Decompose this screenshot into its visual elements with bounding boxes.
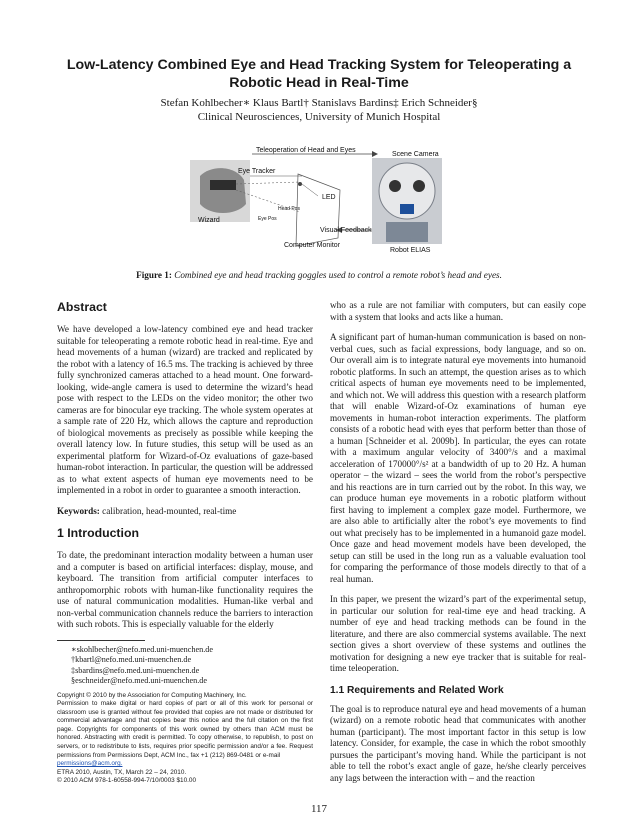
right-paragraph-3: In this paper, we present the wizard’s part of the experimental setup, in particular our solution for real-time eye and head tracking. A number of eye and head tracking methods can be found in the literature, and there are also commercial systems available. The next section gives a short overview of these systems and outlines the motivation for designing a new eye tracker that is suitable for real-time teleoperation. (330, 594, 586, 673)
scene-camera-label: Scene Camera (392, 151, 439, 158)
intro-heading: 1 Introduction (57, 526, 139, 540)
intro-text: To date, the predominant interaction modality between a human user and a computer is based on artificial interfaces: display, mouse, and keyboard. The transition from artificial computer interfaces to anthropomorphic robots with human-like functionality requires the use of natural communication modalities. Human-like verbal and non-verbal communication channels reduce the barriers to interaction with such robots. This is especially valuable for the elderly (57, 550, 313, 629)
right-paragraph-4: The goal is to reproduce natural eye and head movements of a human (wizard) on a remote robotic head that communicates with another human (participant). The most important factor in this setup is low latency. Consider, for example, the case in which the robot smoothly pursues the participant’s moving hand. While the participant is not able to tell the robot’s exact angle of gaze, he/she clearly perceives any lags between the interaction with – and the reaction (330, 703, 586, 783)
paper-title: Low-Latency Combined Eye and Head Tracking System for Teleoperating a Robotic Head in Real-Time (66, 57, 572, 91)
abstract-heading: Abstract (57, 300, 107, 314)
left-column (57, 300, 313, 786)
permissions-email-link[interactable]: permissions@acm.org. (57, 760, 123, 768)
keywords-text: calibration, head-mounted, real-time (102, 505, 237, 516)
head-pos-label: Head Pos (278, 206, 300, 212)
eye-pos-label: Eye Pos (258, 216, 277, 222)
caption-label: Figure 1: (136, 270, 172, 280)
wizard-label: Wizard (198, 217, 220, 224)
teleop-label: Teleoperation of Head and Eyes (256, 147, 356, 154)
figure-1 (190, 146, 470, 264)
copyright-line: Copyright © 2010 by the Association for Computing Machinery, Inc. (57, 691, 247, 699)
robot-label: Robot ELIAS (390, 247, 431, 254)
footnote-2: †kbartl@nefo.med.uni-muenchen.de (71, 655, 192, 664)
abstract-text: We have developed a low-latency combined eye and head tracker suitable for teleoperating a remote robotic head in real-time. Eye and head movements of a human (wizard) are tracked and replicated by the robot with a latency of 16.5 ms. The tracking is achieved by three fully synchronized cameras attached to a head mount. One forward-looking, wide-angle camera is used to determine the wizard’s head pose with respect to the LEDs on the video monitor; the other two cameras are for binocular eye tracking. The whole system operates at a sample rate of 220 Hz, which allows the capture and reproduction of biological movements as precisely as possible while keeping the overall latency low. In future studies, this setup will be used as an experimental platform for Wizard-of-Oz evaluations of gaze-based human-robot interaction. In particular, the question will be addressed as to what extent aspects of human eye movements need to be implemented in a robot in order to guarantee a smooth interaction. (57, 324, 313, 495)
footnote-4: §eschneider@nefo.med.uni-muenchen.de (71, 676, 207, 685)
led-marker (298, 182, 302, 186)
right-paragraph-2: A significant part of human-human communication is based on non-verbal cues, such as facial expressions, body language, and so on. Our overall aim is to integrate natural eye movements into humanoid robotic platforms. In such an attempt, the question arises as to which critical aspects of human eye movements need to be implemented, and which not. We will address this question with a research platform that will enable Wizard-of-Oz examinations of human eye movements in human-robot interaction experiments. The platform consists of a robotic head with eyes that perform better than those of a human [Schneider et al. 2009b]. In particular, the eyes can rotate with a maximum angular velocity of 3400°/s and a maximal acceleration of 170000°/s² at a bandwidth of up to 20 Hz. A human operator – the wizard – sees the world from the robot’s perspective and his reactions are in turn carried out by the robot. In this way, we can produce human eye movements in a robotic platform without first having to implement a complex gaze model. Furthermore, we are also able to artificially alter the robot’s eye movements to find out what precisely has to be implemented in a humanoid gaze model. Once gaze and head movement models have been developed, the setup can still be used in the long run as a valuable evaluation tool for comparing the performance of those models directly to that of a real human. (330, 332, 586, 584)
conference-line: ETRA 2010, Austin, TX, March 22 – 24, 2010. (57, 768, 187, 776)
footnote-1: ∗skohlbecher@nefo.med.uni-muenchen.de (71, 644, 214, 654)
robot-body (386, 222, 428, 242)
isbn-line: © 2010 ACM 978-1-60558-994-7/10/0003 $10.00 (57, 777, 197, 785)
led-leader-line (302, 184, 318, 196)
robot-left-eye (389, 180, 401, 192)
figure-diagram (190, 146, 470, 264)
footnote-3: ‡sbardins@nefo.med.uni-muenchen.de (71, 665, 200, 675)
right-column (330, 300, 586, 793)
caption-text: Combined eye and head tracking goggles used to control a remote robot’s head and eyes. (174, 270, 502, 280)
robot-scene-camera (400, 204, 414, 214)
eye-tracker-label: Eye Tracker (238, 168, 276, 175)
keywords-label: Keywords: (57, 505, 100, 516)
figure-caption (40, 270, 598, 280)
eye-tracker-goggles (210, 180, 236, 190)
affiliation: Clinical Neurosciences, University of Munich Hospital (197, 111, 441, 123)
right-paragraph-1: who as a rule are not familiar with computers, but can easily cope with a system that looks and acts like a human. (330, 300, 586, 322)
led-label: LED (322, 194, 336, 201)
author-block (40, 96, 598, 124)
page-number: 117 (310, 803, 328, 815)
visual-feedback-label: Visual Feedback (320, 227, 372, 234)
computer-monitor-shape (296, 174, 340, 246)
subsection-heading: 1.1 Requirements and Related Work (330, 684, 504, 696)
author-names: Stefan Kohlbecher∗ Klaus Bartl† Stanislavs Bardins‡ Erich Schneider§ (160, 97, 478, 109)
footnote-rule (57, 640, 145, 641)
robot-right-eye (413, 180, 425, 192)
computer-monitor-label: Computer Monitor (284, 242, 341, 249)
keywords (57, 506, 313, 518)
copyright-permission: Permission to make digital or hard copies of part or all of this work for personal or classroom use is granted without fee provided that copies are not made or distributed for commercial advantage and that copies bear this notice and the full citation on the first page. Copyrights for components of this work owned by others than ACM must be honored. Abstracting with credit is permitted. To copy otherwise, to republish, to post on servers, or to redistribute to lists, requires prior specific permission and/or a fee. Request permissions from Permissions Dept, ACM Inc., fax +1 (212) 869-0481 or e-mail (57, 700, 313, 759)
teleoperation-arrowhead (372, 151, 378, 157)
